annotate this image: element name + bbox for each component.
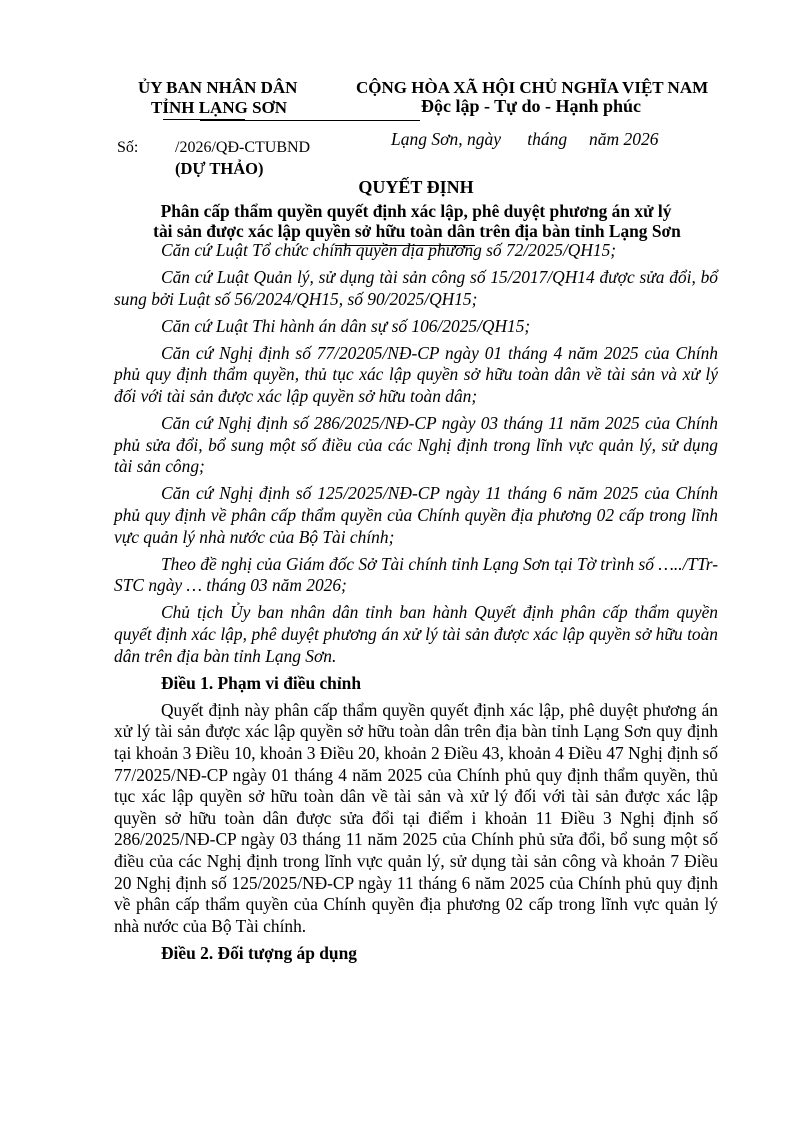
article1-heading: Điều 1. Phạm vi điều chỉnh (161, 672, 362, 693)
preamble-paragraph: Căn cứ Luật Tổ chức chính quyền địa phương số 72/2025/QH15; (161, 240, 617, 260)
agency-name-line1: ỦY BAN NHÂN DÂN (138, 78, 298, 97)
preamble-paragraph: Theo đề nghị của Giám đốc Sở Tài chính tỉnh Lạng Sơn tại Tờ trình số …../TTr-STC ngày … tháng 03 năm 2026; (114, 553, 718, 596)
article2-heading: Điều 2. Đối tượng áp dụng (161, 942, 357, 963)
document-number: /2026/QĐ-CTUBND (175, 139, 311, 156)
document-title: QUYẾT ĐỊNH (358, 177, 474, 197)
preamble-paragraph: Căn cứ Luật Quản lý, sử dụng tài sản công số 15/2017/QH14 được sửa đổi, bổ sung bởi Luật số 56/2024/QH15, số 90/2025/QH15; (114, 267, 718, 309)
place-date: Lạng Sơn, ngày tháng năm 2026 (391, 129, 659, 149)
number-label: Số: (117, 139, 139, 156)
preamble-paragraph: Chủ tịch Ủy ban nhân dân tỉnh ban hành Quyết định phân cấp thẩm quyền quyết định xác lập, phê duyệt phương án xử lý tài sản được xác lập quyền sở hữu toàn dân trên địa bàn tỉnh Lạng Sơn. (114, 602, 718, 666)
article1-text: Quyết định này phân cấp thẩm quyền quyết định xác lập, phê duyệt phương án xử lý tài sản được xác lập quyền sở hữu toàn dân trên địa bàn tỉnh Lạng Sơn quy định tại khoản 3 Điều 10, khoản 3 Điều 20, khoản 2 Điều 43, khoản 4 Điều 47 Nghị định số 77/2025/NĐ-CP ngày 01 tháng 4 năm 2025 của Chính phủ quy định thẩm quyền, thủ tục xác lập quyền sở hữu toàn dân về tài sản và xử lý đối với tài sản được xác lập quyền sở hữu toàn dân được sửa đổi tại điểm i khoản 11 Điều 3 Nghị định số 286/2025/NĐ-CP ngày 03 tháng 11 năm 2025 của Chính phủ sửa đổi, bổ sung một số điều của các Nghị định trong lĩnh vực quản lý, sử dụng tài sản công và khoản 7 Điều 20 Nghị định số 125/2025/NĐ-CP ngày 11 tháng 6 năm 2025 của Chính phủ quy định về phân cấp thẩm quyền của Chính quyền địa phương 02 cấp trong lĩnh vực quản lý nhà nước của Bộ Tài chính. (114, 699, 718, 936)
document-body (114, 240, 718, 970)
draft-label: (DỰ THẢO) (175, 159, 264, 178)
preamble-paragraph: Căn cứ Nghị định số 77/20205/NĐ-CP ngày 01 tháng 4 năm 2025 của Chính phủ quy định thẩm quyền, thủ tục xác lập quyền sở hữu toàn dân về tài sản và xử lý đối với tài sản được xác lập quyền sở hữu toàn dân; (114, 342, 718, 407)
agency-name-line2: TỈNH LẠNG SƠN (151, 98, 288, 117)
preamble-paragraph: Căn cứ Nghị định số 125/2025/NĐ-CP ngày 11 tháng 6 năm 2025 của Chính phủ quy định về phân cấp thẩm quyền của Chính quyền địa phương 02 cấp trong lĩnh vực quản lý nhà nước của Bộ Tài chính; (114, 483, 718, 547)
document-subtitle-line2: tài sản được xác lập quyền sở hữu toàn dân trên địa bàn tỉnh Lạng Sơn (153, 221, 681, 241)
preamble-paragraph: Căn cứ Nghị định số 286/2025/NĐ-CP ngày 03 tháng 11 năm 2025 của Chính phủ sửa đổi, bổ sung một số điều của các Nghị định trong lĩnh vực quản lý, sử dụng tài sản công; (114, 413, 718, 477)
national-motto: Độc lập - Tự do - Hạnh phúc (421, 96, 642, 116)
preamble-paragraph: Căn cứ Luật Thi hành án dân sự số 106/2025/QH15; (161, 315, 531, 336)
national-title: CỘNG HÒA XÃ HỘI CHỦ NGHĨA VIỆT NAM (356, 78, 709, 97)
motto-underline (200, 120, 420, 121)
document-subtitle-line1: Phân cấp thẩm quyền quyết định xác lập, phê duyệt phương án xử lý (160, 201, 672, 221)
